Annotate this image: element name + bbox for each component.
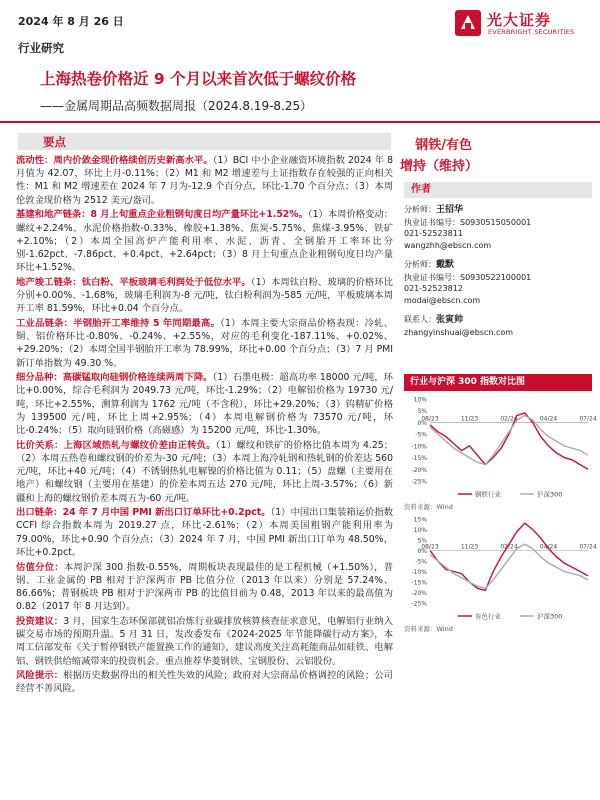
chart-source: 资料来源：Wind — [404, 503, 453, 511]
authors-header: 作者 — [404, 182, 592, 198]
y-tick-label: -20% — [411, 590, 427, 597]
y-tick-label: -25% — [411, 478, 427, 486]
analyst-license: 执业证书编号：S0930515050001 — [404, 217, 532, 227]
series-line — [430, 523, 588, 590]
legend-label: 钢铁行业 — [475, 490, 501, 499]
paragraph-industrial: 工业品链条：半钢胎开工率维持 5 年同期最高。（1）本周主要大宗商品价格表现：冷轧、铜、铝价格环比-0.80%、-0.24%、+2.55%，对应的毛利变化-187.11%、+0.02%、+29.20%；（2）本周全国半钢胎开工率为 78.99%，环比+0.00 个百分点；（3）7 月 PMI 新订单指数为 49.30 %。 — [16, 317, 393, 369]
analyst-card: 分析师：王招华 执业证书编号：S0930515050001 021-52523811 wangzhh@ebscn.com — [404, 204, 592, 251]
paragraph-segments: 细分品种：高碳锰取向硅钢价格连续两周下降。（1）石墨电极：超高功率 18000 元/吨，环比+0.00%，综合毛利润为 2049.73 元/吨，环比-1.29%；（2）电解铝价格为 19730 元/吨，环比+2.55%，测算利润为 1762 元/吨（不含税），环比+29.20%；（3）钨精矿价格为 139500 元/吨，环比上周+2.95%；（4）本周电解钢价格为 73570 元/吨，环比-0.24%；（5）取向硅钢价格（高磁感）为 15200 元/吨，环比-1.30%。 — [16, 372, 393, 437]
y-tick-label: -5% — [415, 558, 427, 566]
y-tick-label: 5% — [417, 537, 427, 545]
key-points-bar — [18, 133, 391, 150]
x-tick-label: 07/24 — [579, 543, 597, 551]
series-line — [430, 544, 588, 588]
contact-email[interactable]: zhangyinshuai@ebscn.com — [404, 327, 514, 337]
y-tick-label: -15% — [411, 579, 427, 587]
report-subtitle: ——金属周期品高频数据周报（2024.8.19-8.25） — [40, 99, 313, 113]
x-tick-label: 04/24 — [539, 415, 558, 423]
paragraph-liquidity: 流动性：周内价敛金现价格续创历史新高水平。（1）BCI 中小企业融资环境指数 2024 年 8 月值为 42.07，环比上月-0.11%；（2）M1 和 M2 增速差与上证指数存在较强的正向相关性：M1 和 M2 增速差在 2024 年 7 月为-12.9 个百分点，环比-1.70 个百分点；（3）本周伦敦金现价格为 2512 美元/盎司。 — [16, 155, 393, 206]
x-tick-label: 08/23 — [421, 415, 439, 423]
header-divider — [0, 121, 600, 123]
authors-section — [404, 182, 592, 338]
logo-text-cn: 光大证券 — [487, 11, 552, 29]
analyst-email[interactable]: wangzhh@ebscn.com — [404, 240, 492, 250]
paragraph-risk: 风险提示：根据历史数据得出的相关性失效的风险；政府对大宗商品价格调控的风险；公司经营不善风险。 — [16, 670, 393, 695]
y-tick-label: 5% — [417, 408, 427, 416]
everbright-logo-icon — [455, 10, 481, 36]
paragraph-infrastructure: 基建和地产链条：8 月上旬重点企业粗钢旬度日均产量环比+1.52%。（1）本周价格变动：螺纹+2.24%、水泥价格指数-0.33%、橡胶+1.38%、焦炭-5.75%、焦煤-3.95%、铁矿+2.10%；（2）本周全国高炉产能利用率、水泥、沥青、全钢胎开工率环比分别-1.62pct、-7.86pct、+0.4pct、+2.64pct；（3）8 月上旬重点企业粗钢旬度日均产量环比+1.52%。 — [16, 209, 394, 274]
y-tick-label: 0% — [417, 548, 427, 555]
legend-label: 有色行业 — [475, 612, 501, 621]
y-tick-label: -5% — [415, 431, 427, 439]
chart-source: 资料来源：Wind — [404, 625, 453, 633]
company-logo — [455, 8, 590, 38]
logo-text-en: EVERBRIGHT SECURITIES — [488, 28, 575, 36]
chart-header: 行业与沪深 300 指数对比图 — [404, 374, 592, 391]
y-tick-label: 15% — [413, 516, 427, 524]
analyst-license: 执业证书编号：S0930522100001 — [404, 272, 532, 282]
legend-label: 沪深300 — [537, 612, 563, 621]
y-tick-label: -15% — [411, 455, 427, 463]
paragraph-valuation: 估值分位：本周沪深 300 指数-0.55%，周期板块表现最佳的是工程机械（+1.50%），普钢、工业金属的 PB 相对于沪深两市 PB 比值分位（2013 年以来）分别是 57.24%、86.66%；普钢板块 PB 相对于沪深两市 PB 的比值目前为 0.48，2013 年以来的最高值为 0.82（2017 年 8 月达到）。 — [16, 561, 393, 613]
y-tick-label: -25% — [411, 600, 427, 608]
contact-card: 联系人：张寅帅 zhangyinshuai@ebscn.com — [404, 314, 592, 338]
x-tick-label: 07/24 — [579, 415, 597, 423]
x-tick-label: 02/24 — [500, 415, 518, 423]
legend-label: 沪深300 — [537, 490, 563, 499]
paragraph-property-completion: 地产竣工链条：钛白粉、平板玻璃毛利润处于低位水平。（1）本周钛白粉、玻璃的价格环比分别+0.00%、-1.68%，玻璃毛利润为-8 元/吨，钛白粉利润为-585 元/吨，平板玻璃本周开工率 81.59%，环比+0.04 个百分点。 — [16, 276, 393, 315]
paragraph-export: 出口链条：24 年 7 月中国 PMI 新出口订单环比+0.2pct。（1）中国出口集装箱运价指数 CCFI 综合指数本周为 2019.27 点，环比-2.61%；（2）本周美国粗钢产能利用率为 79.00%，环比+0.90 个百分点；（3）2024 年 7 月，中国 PMI 新出口订单为 48.50%，环比+0.2pct。 — [16, 507, 394, 558]
x-tick-label: 11/23 — [460, 415, 479, 423]
x-tick-label: 11/23 — [460, 543, 479, 551]
x-tick-label: 08/23 — [421, 543, 439, 551]
y-tick-label: 10% — [413, 396, 427, 404]
paragraph-investment: 投资建议：3 月，国家生态环保部就铝冶炼行业碳排放核算核查征求意见，电解铝行业纳入碳交易市场的预期升温。5 月 31 日，发改委发布《2024-2025 年节能降碳行动方案》，本周工信部发布《关于暂停钢铁产能置换工作的通知》，建议高度关注高耗能商品如硅铁、电解铝、钢铁供给缩减带来的投资机会。重点推荐华菱钢铁、宝钢股份、云铝股份。 — [16, 615, 393, 667]
paragraph-price-ratio: 比价关系：上海区域热轧与螺纹价差由正转负。（1）螺纹和铁矿的价格比值本周为 4.25；（2）本周五热卷和螺纹钢的价差为-30 元/吨；（3）本周上海冷轧钢和热轧钢的价差达 560 元/吨，环比+40 元/吨；（4）不锈钢热轧电解镍的价格比值为 0.11；（5）盘螺（主要用在地产）和螺纹钢（主要用在基建）的价差本周五达 270 元/吨，环比上周-3.57%；（6）新疆和上海的螺纹钢价差本周五为-60 元/吨。 — [16, 439, 393, 504]
report-title: 上海热卷价格近 9 个月以来首次低于螺纹价格 — [40, 70, 357, 88]
key-points-label: 要点 — [43, 135, 66, 149]
analyst-phone: 021-52523811 — [404, 229, 463, 238]
key-points-body — [16, 154, 393, 697]
y-tick-label: -10% — [411, 443, 427, 451]
sector-rating-block — [400, 134, 479, 174]
analyst-name: 戴默 — [436, 260, 455, 270]
report-date: 2024 年 8 月 26 日 — [18, 15, 124, 28]
y-tick-label: -10% — [411, 569, 427, 576]
y-tick-label: -20% — [411, 466, 427, 474]
report-category: 行业研究 — [18, 41, 64, 55]
y-tick-label: 10% — [413, 527, 427, 534]
nonferrous-vs-csi300-chart — [404, 515, 597, 623]
analyst-name: 王招华 — [436, 205, 464, 215]
y-tick-label: 0% — [417, 419, 427, 427]
analyst-email[interactable]: modai@ebscn.com — [404, 295, 481, 305]
sector-rating: 增持（维持） — [400, 159, 479, 174]
analyst-card: 分析师：戴默 执业证书编号：S0930522100001 021-52523812 modai@ebscn.com — [404, 259, 592, 306]
analyst-phone: 021-52523812 — [404, 284, 463, 293]
sector-name: 钢铁/有色 — [415, 138, 472, 153]
comparison-chart-section — [404, 374, 597, 633]
x-tick-label: 02/24 — [500, 543, 518, 551]
contact-name: 张寅帅 — [436, 315, 464, 325]
x-tick-label: 04/24 — [539, 543, 558, 551]
steel-vs-csi300-chart — [404, 395, 597, 501]
